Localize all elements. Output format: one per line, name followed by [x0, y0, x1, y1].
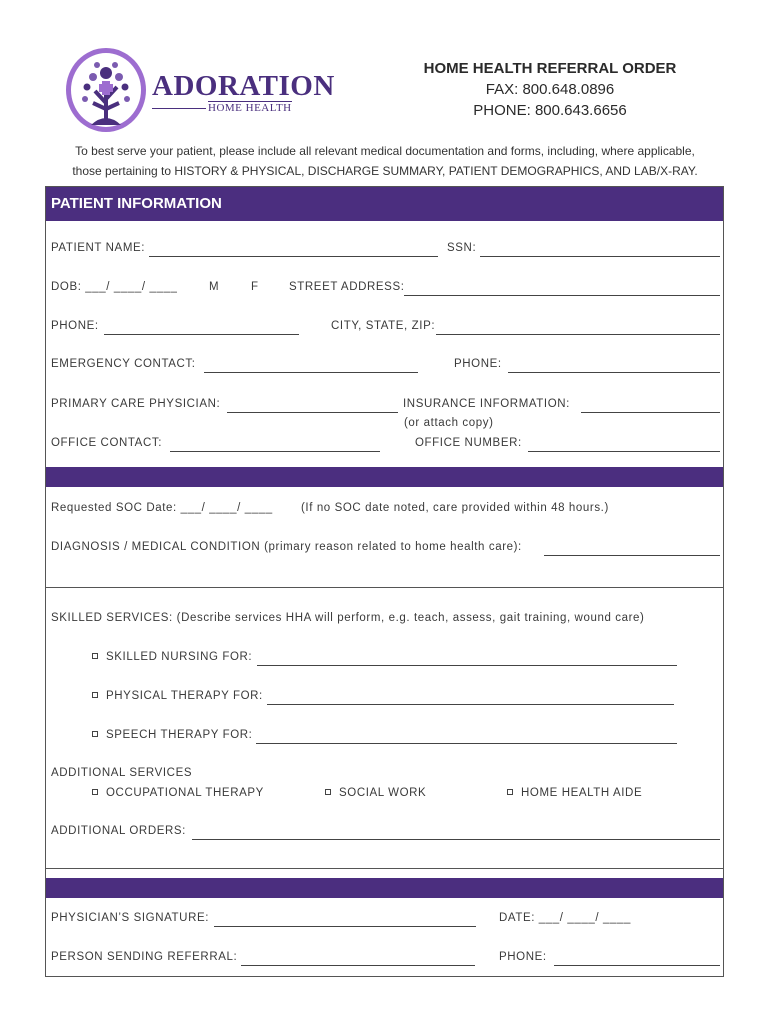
checkbox-icon[interactable] [92, 692, 98, 698]
ssn-field[interactable] [480, 256, 720, 257]
signoff-section-bar [46, 878, 723, 898]
sender-phone-label: PHONE: [499, 951, 547, 963]
checkbox-icon[interactable] [325, 789, 331, 795]
home-health-aide-label: HOME HEALTH AIDE [521, 787, 643, 799]
additional-services-label: ADDITIONAL SERVICES [51, 767, 193, 779]
form-title: HOME HEALTH REFERRAL ORDER [423, 60, 677, 77]
checkbox-icon[interactable] [92, 731, 98, 737]
emergency-contact-label: EMERGENCY CONTACT: [51, 358, 196, 370]
physical-therapy-field[interactable] [267, 704, 674, 705]
street-address-label: STREET ADDRESS: [289, 281, 405, 293]
checkbox-icon[interactable] [507, 789, 513, 795]
street-address-field[interactable] [404, 295, 720, 296]
diagnosis-field[interactable] [544, 555, 720, 556]
care-section-bar [46, 467, 723, 487]
speech-therapy-label: SPEECH THERAPY FOR: [106, 729, 253, 741]
emergency-contact-field[interactable] [204, 372, 418, 373]
emergency-phone-field[interactable] [508, 372, 720, 373]
skilled-services-label: SKILLED SERVICES: (Describe services HHA will perform, e.g. teach, assess, gait training, wound care) [51, 612, 645, 624]
diagnosis-label: DIAGNOSIS / MEDICAL CONDITION (primary reason related to home health care): [51, 541, 522, 553]
emergency-phone-label: PHONE: [454, 358, 502, 370]
intro-line-2: those pertaining to HISTORY & PHYSICAL, DISCHARGE SUMMARY, PATIENT DEMOGRAPHICS, AND LAB/X-RAY. [72, 164, 698, 178]
speech-therapy-option[interactable] [92, 729, 252, 741]
intro-text [40, 141, 730, 181]
attach-copy-note: (or attach copy) [404, 417, 494, 429]
soc-date-field[interactable]: Requested SOC Date: ___/ ____/ ____ [51, 502, 273, 514]
tree-emblem-icon [66, 48, 146, 132]
diagnosis-continuation-line[interactable] [46, 587, 723, 588]
patient-name-label: PATIENT NAME: [51, 242, 146, 254]
city-state-zip-field[interactable] [436, 334, 720, 335]
physician-signature-label: PHYSICIAN’S SIGNATURE: [51, 912, 210, 924]
person-sending-field[interactable] [241, 965, 475, 966]
intro-line-1: To best serve your patient, please include all relevant medical documentation and forms, including, where applicable, [75, 144, 695, 158]
patient-info-heading: PATIENT INFORMATION [46, 187, 723, 221]
city-state-zip-label: CITY, STATE, ZIP: [331, 320, 436, 332]
logo-subtitle: HOME HEALTH [208, 102, 292, 114]
office-number-field[interactable] [528, 451, 720, 452]
soc-note: (If no SOC date noted, care provided within 48 hours.) [301, 502, 609, 514]
additional-orders-continuation-line[interactable] [46, 868, 723, 869]
physical-therapy-label: PHYSICAL THERAPY FOR: [106, 690, 263, 702]
dob-field[interactable]: DOB: ___/ ____/ ____ [51, 281, 178, 293]
occupational-therapy-option[interactable] [92, 787, 264, 799]
additional-orders-field[interactable] [192, 839, 720, 840]
fax-number: FAX: 800.648.0896 [485, 81, 615, 98]
social-work-option[interactable] [325, 787, 426, 799]
skilled-nursing-label: SKILLED NURSING FOR: [106, 651, 253, 663]
skilled-nursing-field[interactable] [257, 665, 677, 666]
pcp-field[interactable] [227, 412, 398, 413]
additional-orders-label: ADDITIONAL ORDERS: [51, 825, 186, 837]
form-header [410, 60, 690, 119]
office-number-label: OFFICE NUMBER: [415, 437, 522, 449]
person-sending-label: PERSON SENDING REFERRAL: [51, 951, 238, 963]
sender-phone-field[interactable] [554, 965, 720, 966]
logo-wordmark: ADORATION [152, 70, 335, 102]
adoration-logo [66, 48, 335, 134]
speech-therapy-field[interactable] [256, 743, 677, 744]
gender-female-option[interactable]: F [251, 281, 259, 293]
physician-signature-field[interactable] [214, 926, 476, 927]
skilled-nursing-option[interactable] [92, 651, 252, 663]
patient-name-field[interactable] [149, 256, 438, 257]
office-contact-field[interactable] [170, 451, 380, 452]
logo-rule [152, 108, 206, 109]
checkbox-icon[interactable] [92, 789, 98, 795]
checkbox-icon[interactable] [92, 653, 98, 659]
occupational-therapy-label: OCCUPATIONAL THERAPY [106, 787, 264, 799]
referral-form [45, 186, 724, 977]
insurance-field[interactable] [581, 412, 720, 413]
phone-field[interactable] [104, 334, 299, 335]
pcp-label: PRIMARY CARE PHYSICIAN: [51, 398, 221, 410]
physical-therapy-option[interactable] [92, 690, 263, 702]
office-contact-label: OFFICE CONTACT: [51, 437, 163, 449]
phone-number: PHONE: 800.643.6656 [473, 102, 627, 119]
home-health-aide-option[interactable] [507, 787, 642, 799]
social-work-label: SOCIAL WORK [339, 787, 427, 799]
signature-date-field[interactable]: DATE: ___/ ____/ ____ [499, 912, 631, 924]
gender-male-option[interactable]: M [209, 281, 220, 293]
phone-label: PHONE: [51, 320, 99, 332]
insurance-label: INSURANCE INFORMATION: [403, 398, 570, 410]
ssn-label: SSN: [447, 242, 477, 254]
